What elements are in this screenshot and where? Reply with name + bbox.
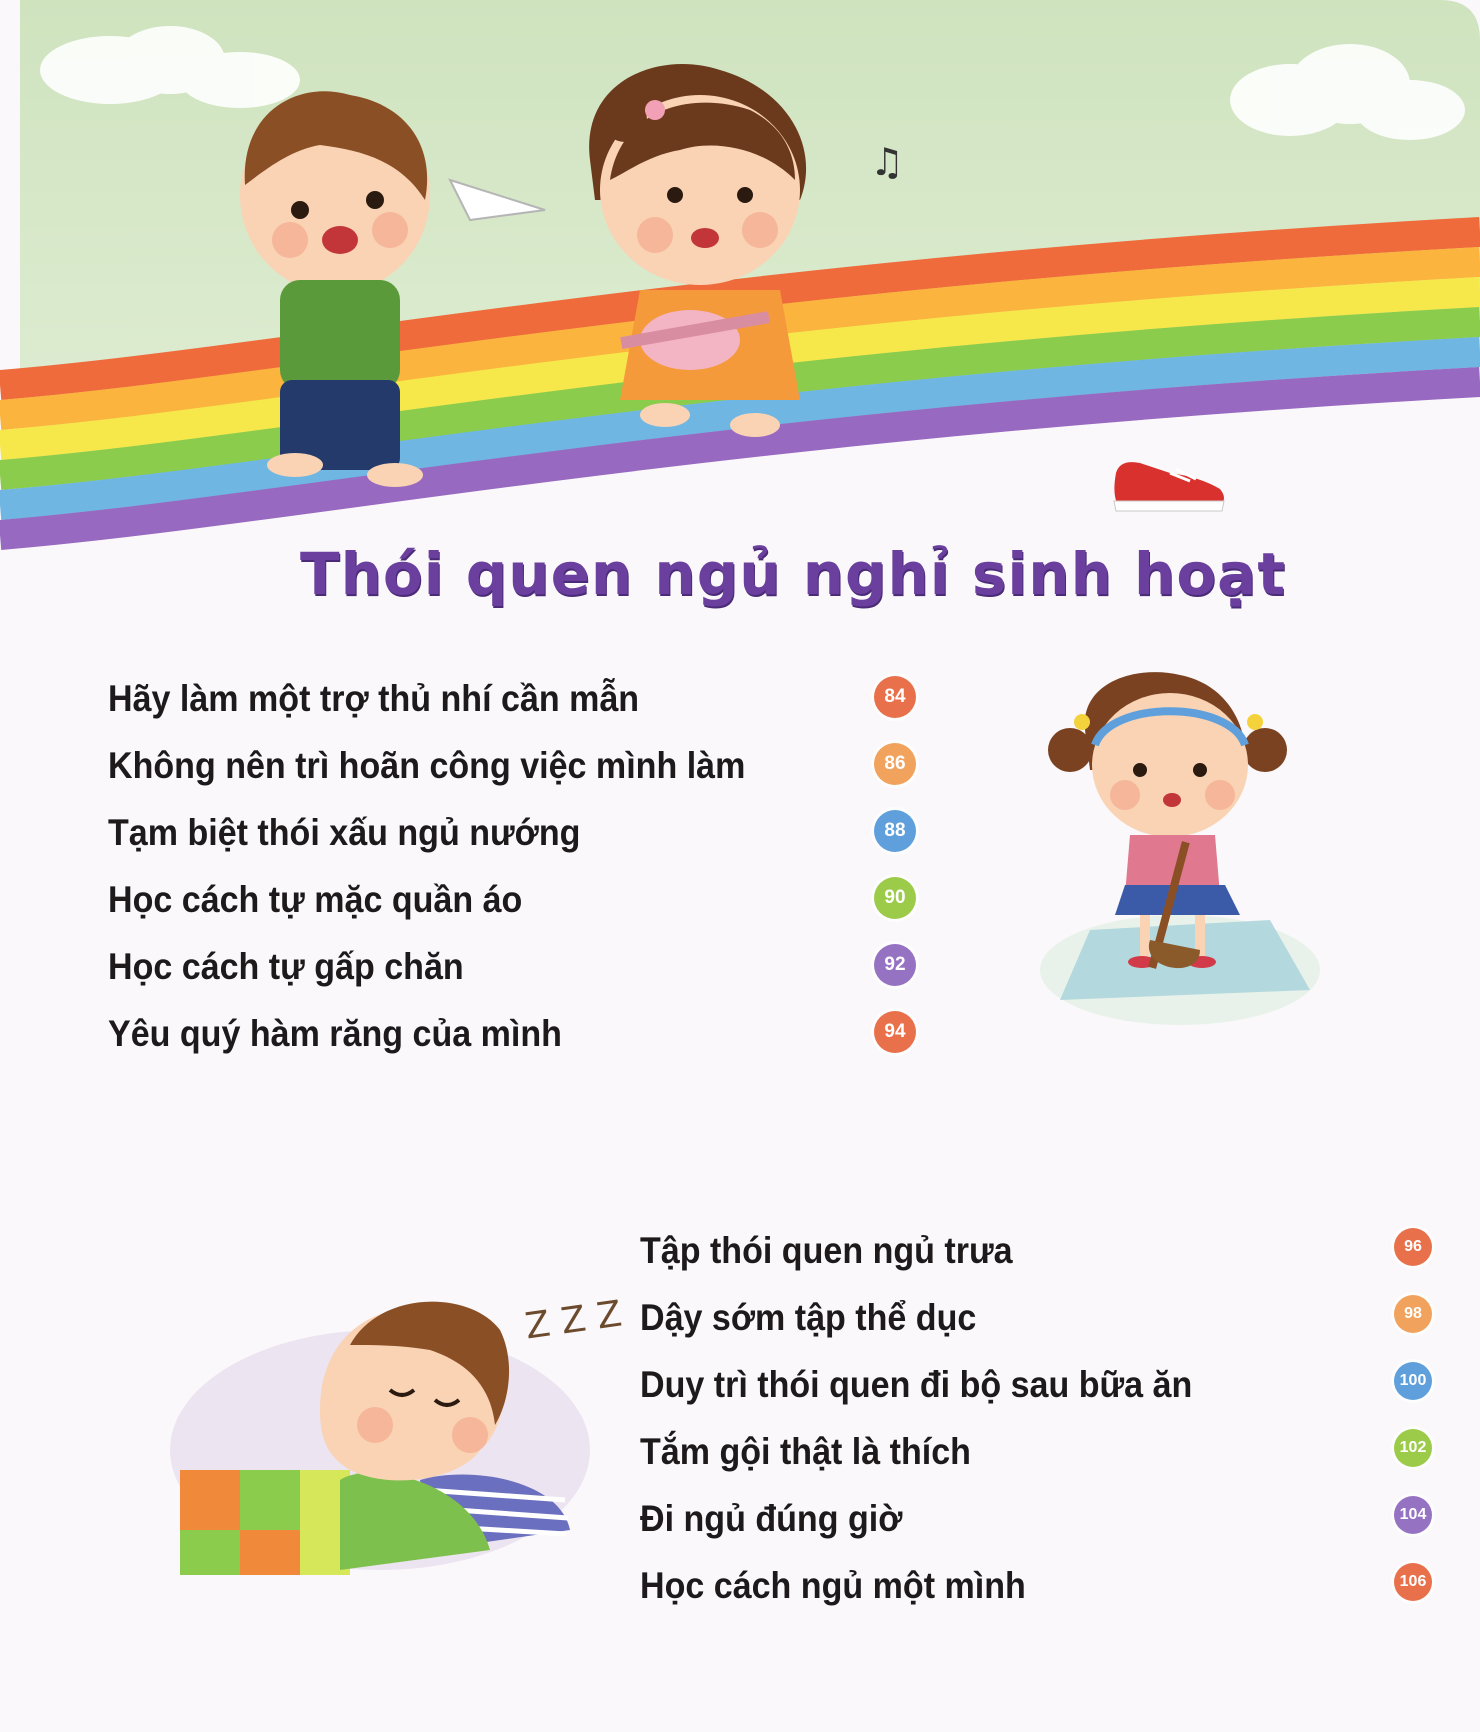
page-number-badge: 106 bbox=[1394, 1563, 1432, 1601]
page-number-badge: 104 bbox=[1394, 1496, 1432, 1534]
toc-list-top bbox=[108, 670, 948, 1072]
toc-item[interactable] bbox=[108, 938, 948, 1005]
svg-text:♫: ♫ bbox=[870, 140, 905, 184]
page-number-badge: 102 bbox=[1394, 1429, 1432, 1467]
page-number-badge: 84 bbox=[874, 676, 916, 718]
toc-item-title: Học cách tự gấp chăn bbox=[108, 946, 464, 987]
toc-item[interactable] bbox=[108, 737, 948, 804]
page-number-badge: 86 bbox=[874, 743, 916, 785]
toc-item-title: Đi ngủ đúng giờ bbox=[640, 1498, 903, 1539]
toc-item[interactable] bbox=[108, 670, 948, 737]
toc-item-title: Học cách tự mặc quần áo bbox=[108, 879, 523, 920]
section-title: Thói quen ngủ nghỉ sinh hoạt bbox=[300, 540, 1287, 608]
toc-item[interactable] bbox=[108, 804, 948, 871]
toc-item[interactable] bbox=[640, 1356, 1440, 1423]
girl-sweeping-illustration bbox=[1030, 670, 1330, 1030]
toc-item-title: Tắm gội thật là thích bbox=[640, 1431, 971, 1472]
rainbow-header-illustration bbox=[0, 0, 1480, 560]
snore-text: Z Z Z bbox=[522, 1293, 625, 1348]
toc-item[interactable] bbox=[640, 1557, 1440, 1624]
toc-item-title: Không nên trì hoãn công việc mình làm bbox=[108, 745, 746, 786]
sleeping-boy-illustration bbox=[170, 1250, 590, 1580]
toc-list-bottom bbox=[640, 1222, 1440, 1624]
page-number-badge: 96 bbox=[1394, 1228, 1432, 1266]
toc-item[interactable] bbox=[640, 1222, 1440, 1289]
toc-item-title: Tạm biệt thói xấu ngủ nướng bbox=[108, 812, 581, 853]
page-number-badge: 94 bbox=[874, 1011, 916, 1053]
toc-item-title: Yêu quý hàm răng của mình bbox=[108, 1013, 562, 1054]
toc-item[interactable] bbox=[640, 1289, 1440, 1356]
toc-item-title: Duy trì thói quen đi bộ sau bữa ăn bbox=[640, 1364, 1193, 1405]
toc-item-title: Học cách ngủ một mình bbox=[640, 1565, 1026, 1606]
red-sneaker-icon bbox=[1110, 455, 1230, 515]
page-number-badge: 98 bbox=[1394, 1295, 1432, 1333]
toc-item[interactable] bbox=[108, 871, 948, 938]
toc-item[interactable] bbox=[640, 1423, 1440, 1490]
toc-item[interactable] bbox=[108, 1005, 948, 1072]
toc-item[interactable] bbox=[640, 1490, 1440, 1557]
toc-item-title: Dậy sớm tập thể dục bbox=[640, 1297, 977, 1338]
toc-item-title: Hãy làm một trợ thủ nhí cần mẫn bbox=[108, 678, 640, 719]
page-number-badge: 100 bbox=[1394, 1362, 1432, 1400]
page-number-badge: 92 bbox=[874, 944, 916, 986]
page-number-badge: 88 bbox=[874, 810, 916, 852]
toc-item-title: Tập thói quen ngủ trưa bbox=[640, 1230, 1013, 1271]
page-number-badge: 90 bbox=[874, 877, 916, 919]
